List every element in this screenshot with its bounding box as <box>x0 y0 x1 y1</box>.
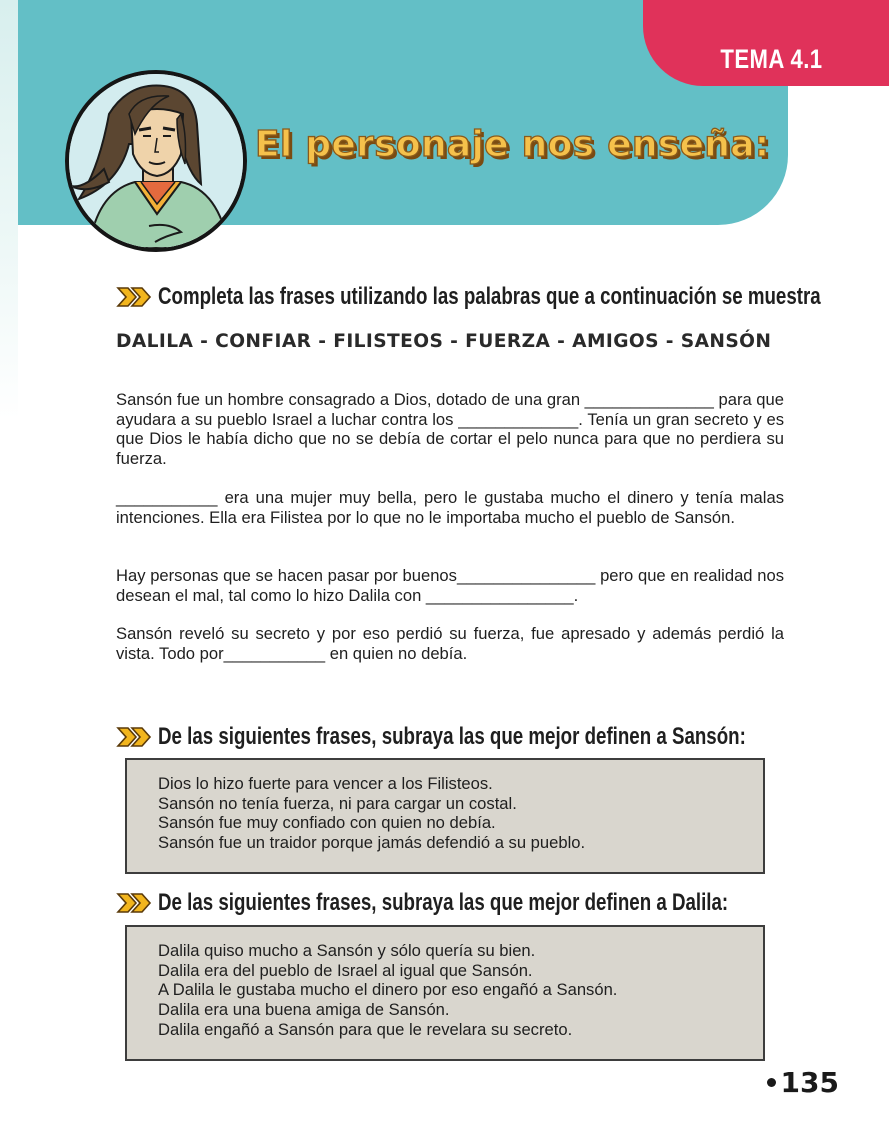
samson-statement: Sansón fue muy confiado con quien no debía. <box>158 813 496 833</box>
instruction-text: De las siguientes frases, subraya las que mejor definen a Dalila: <box>158 889 729 916</box>
dalila-statement: Dalila era del pueblo de Israel al igual que Sansón. <box>158 960 533 980</box>
instruction-complete-sentences <box>116 283 889 311</box>
tema-tab <box>643 0 889 86</box>
dalila-statement: A Dalila le gustaba mucho el dinero por eso engañó a Sansón. <box>158 980 618 1000</box>
dalila-statement: Dalila quiso mucho a Sansón y sólo quería su bien. <box>158 941 536 960</box>
double-chevron-icon <box>116 891 152 915</box>
tema-label: TEMA 4.1 <box>720 44 823 74</box>
instruction-samson <box>116 723 889 751</box>
samson-statement: Sansón fue un traidor porque jamás defendió a su pueblo. <box>158 833 586 853</box>
samson-statement: Dios lo hizo fuerte para vencer a los Filisteos. <box>158 774 493 793</box>
paragraph-1: Sansón fue un hombre consagrado a Dios, dotado de una gran ______________ para que ayudara a su pueblo Israel a luchar contra los _____________. Tenía un gran secreto y es que Dios le había dicho que no se debía de cortar el pelo nunca para que no perdiera su fuerza. <box>116 390 784 468</box>
dalila-statement: Dalila era una buena amiga de Sansón. <box>158 1000 450 1020</box>
instruction-text: Completa las frases utilizando las palabras que a continuación se muestra <box>158 283 821 310</box>
instruction-text: De las siguientes frases, subraya las que mejor definen a Sansón: <box>158 723 746 750</box>
page-number-text: 135 <box>780 1066 839 1099</box>
instruction-dalila <box>116 889 889 917</box>
samson-portrait <box>65 70 247 252</box>
left-edge-strip <box>0 0 18 420</box>
samson-statement: Sansón no tenía fuerza, ni para cargar un costal. <box>158 793 517 813</box>
word-bank: DALILA - CONFIAR - FILISTEOS - FUERZA - AMIGOS - SANSÓN <box>116 330 772 352</box>
bullet-dot-icon <box>767 1078 776 1087</box>
paragraph-2: ___________ era una mujer muy bella, pero le gustaba mucho el dinero y tenía malas intenciones. Ella era Filistea por lo que no le importaba mucho el pueblo de Sansón. <box>116 488 784 527</box>
double-chevron-icon <box>116 285 152 309</box>
paragraph-3: Hay personas que se hacen pasar por buenos_______________ pero que en realidad nos desean el mal, tal como lo hizo Dalila con ________________. <box>116 566 784 605</box>
page-title: El personaje nos enseña: <box>255 124 770 165</box>
samson-statements-box <box>125 758 765 874</box>
dalila-statements-box <box>125 925 765 1061</box>
dalila-statement: Dalila engañó a Sansón para que le revelara su secreto. <box>158 1019 573 1039</box>
double-chevron-icon <box>116 725 152 749</box>
page-number <box>767 1066 839 1099</box>
paragraph-4: Sansón reveló su secreto y por eso perdió su fuerza, fue apresado y además perdió la vista. Todo por___________ en quien no debía. <box>116 624 784 663</box>
